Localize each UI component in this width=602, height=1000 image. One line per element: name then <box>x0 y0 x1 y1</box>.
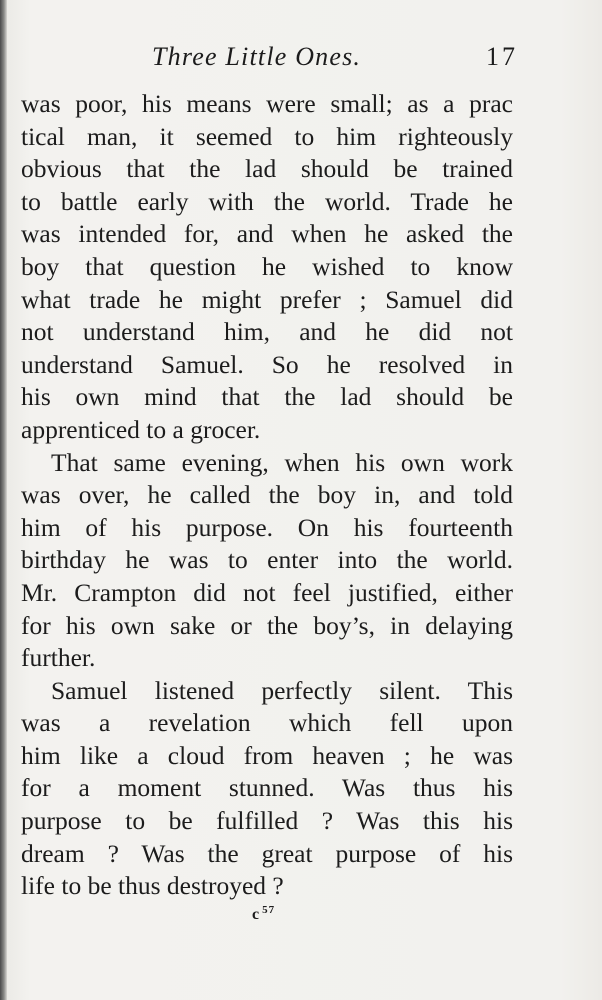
text-line: understand Samuel. So he resolved in <box>21 349 513 379</box>
text-line: tical man, it seemed to him righteously <box>21 121 513 151</box>
text-line: purpose to be fulfilled ? Was this his <box>21 806 513 836</box>
text-line: what trade he might prefer ; Samuel did <box>21 284 513 314</box>
running-title: Three Little Ones. <box>152 42 362 71</box>
text-line: him of his purpose. On his fourteenth <box>21 512 513 542</box>
signature-mark <box>252 904 275 924</box>
text-line: was over, he called the boy in, and told <box>21 480 513 510</box>
body-text <box>21 88 513 903</box>
text-line: apprenticed to a grocer. <box>21 414 261 444</box>
text-line: Mr. Crampton did not feel justified, either <box>21 577 513 607</box>
signature-letter: c <box>252 906 261 923</box>
text-line: That same evening, when his own work <box>51 447 513 477</box>
text-line: for a moment stunned. Was thus his <box>21 773 513 803</box>
text-line: was intended for, and when he asked the <box>21 219 513 249</box>
text-line: Samuel listened perfectly silent. This <box>51 675 513 705</box>
running-header <box>0 42 602 78</box>
page-spine-edge <box>0 0 7 1000</box>
text-line: was a revelation which fell upon <box>21 708 513 738</box>
paragraph <box>21 675 513 903</box>
text-line: dream ? Was the great purpose of his <box>21 838 513 868</box>
text-line: his own mind that the lad should be <box>21 382 513 412</box>
text-line: him like a cloud from heaven ; he was <box>21 740 513 770</box>
text-line: was poor, his means were small; as a prac <box>21 89 513 118</box>
text-line: not understand him, and he did not <box>21 317 513 347</box>
paragraph <box>21 88 513 447</box>
text-line: further. <box>21 643 96 673</box>
signature-number: 57 <box>262 904 276 916</box>
text-line: to battle early with the world. Trade he <box>21 186 513 216</box>
text-line: obvious that the lad should be trained <box>21 154 513 184</box>
page-number: 17 <box>486 42 518 71</box>
text-line: for his own sake or the boy’s, in delaying <box>21 610 513 640</box>
text-line: boy that question he wished to know <box>21 251 513 281</box>
text-line: life to be thus destroyed ? <box>21 871 284 901</box>
text-line: birthday he was to enter into the world. <box>21 545 513 575</box>
paragraph <box>21 447 513 675</box>
